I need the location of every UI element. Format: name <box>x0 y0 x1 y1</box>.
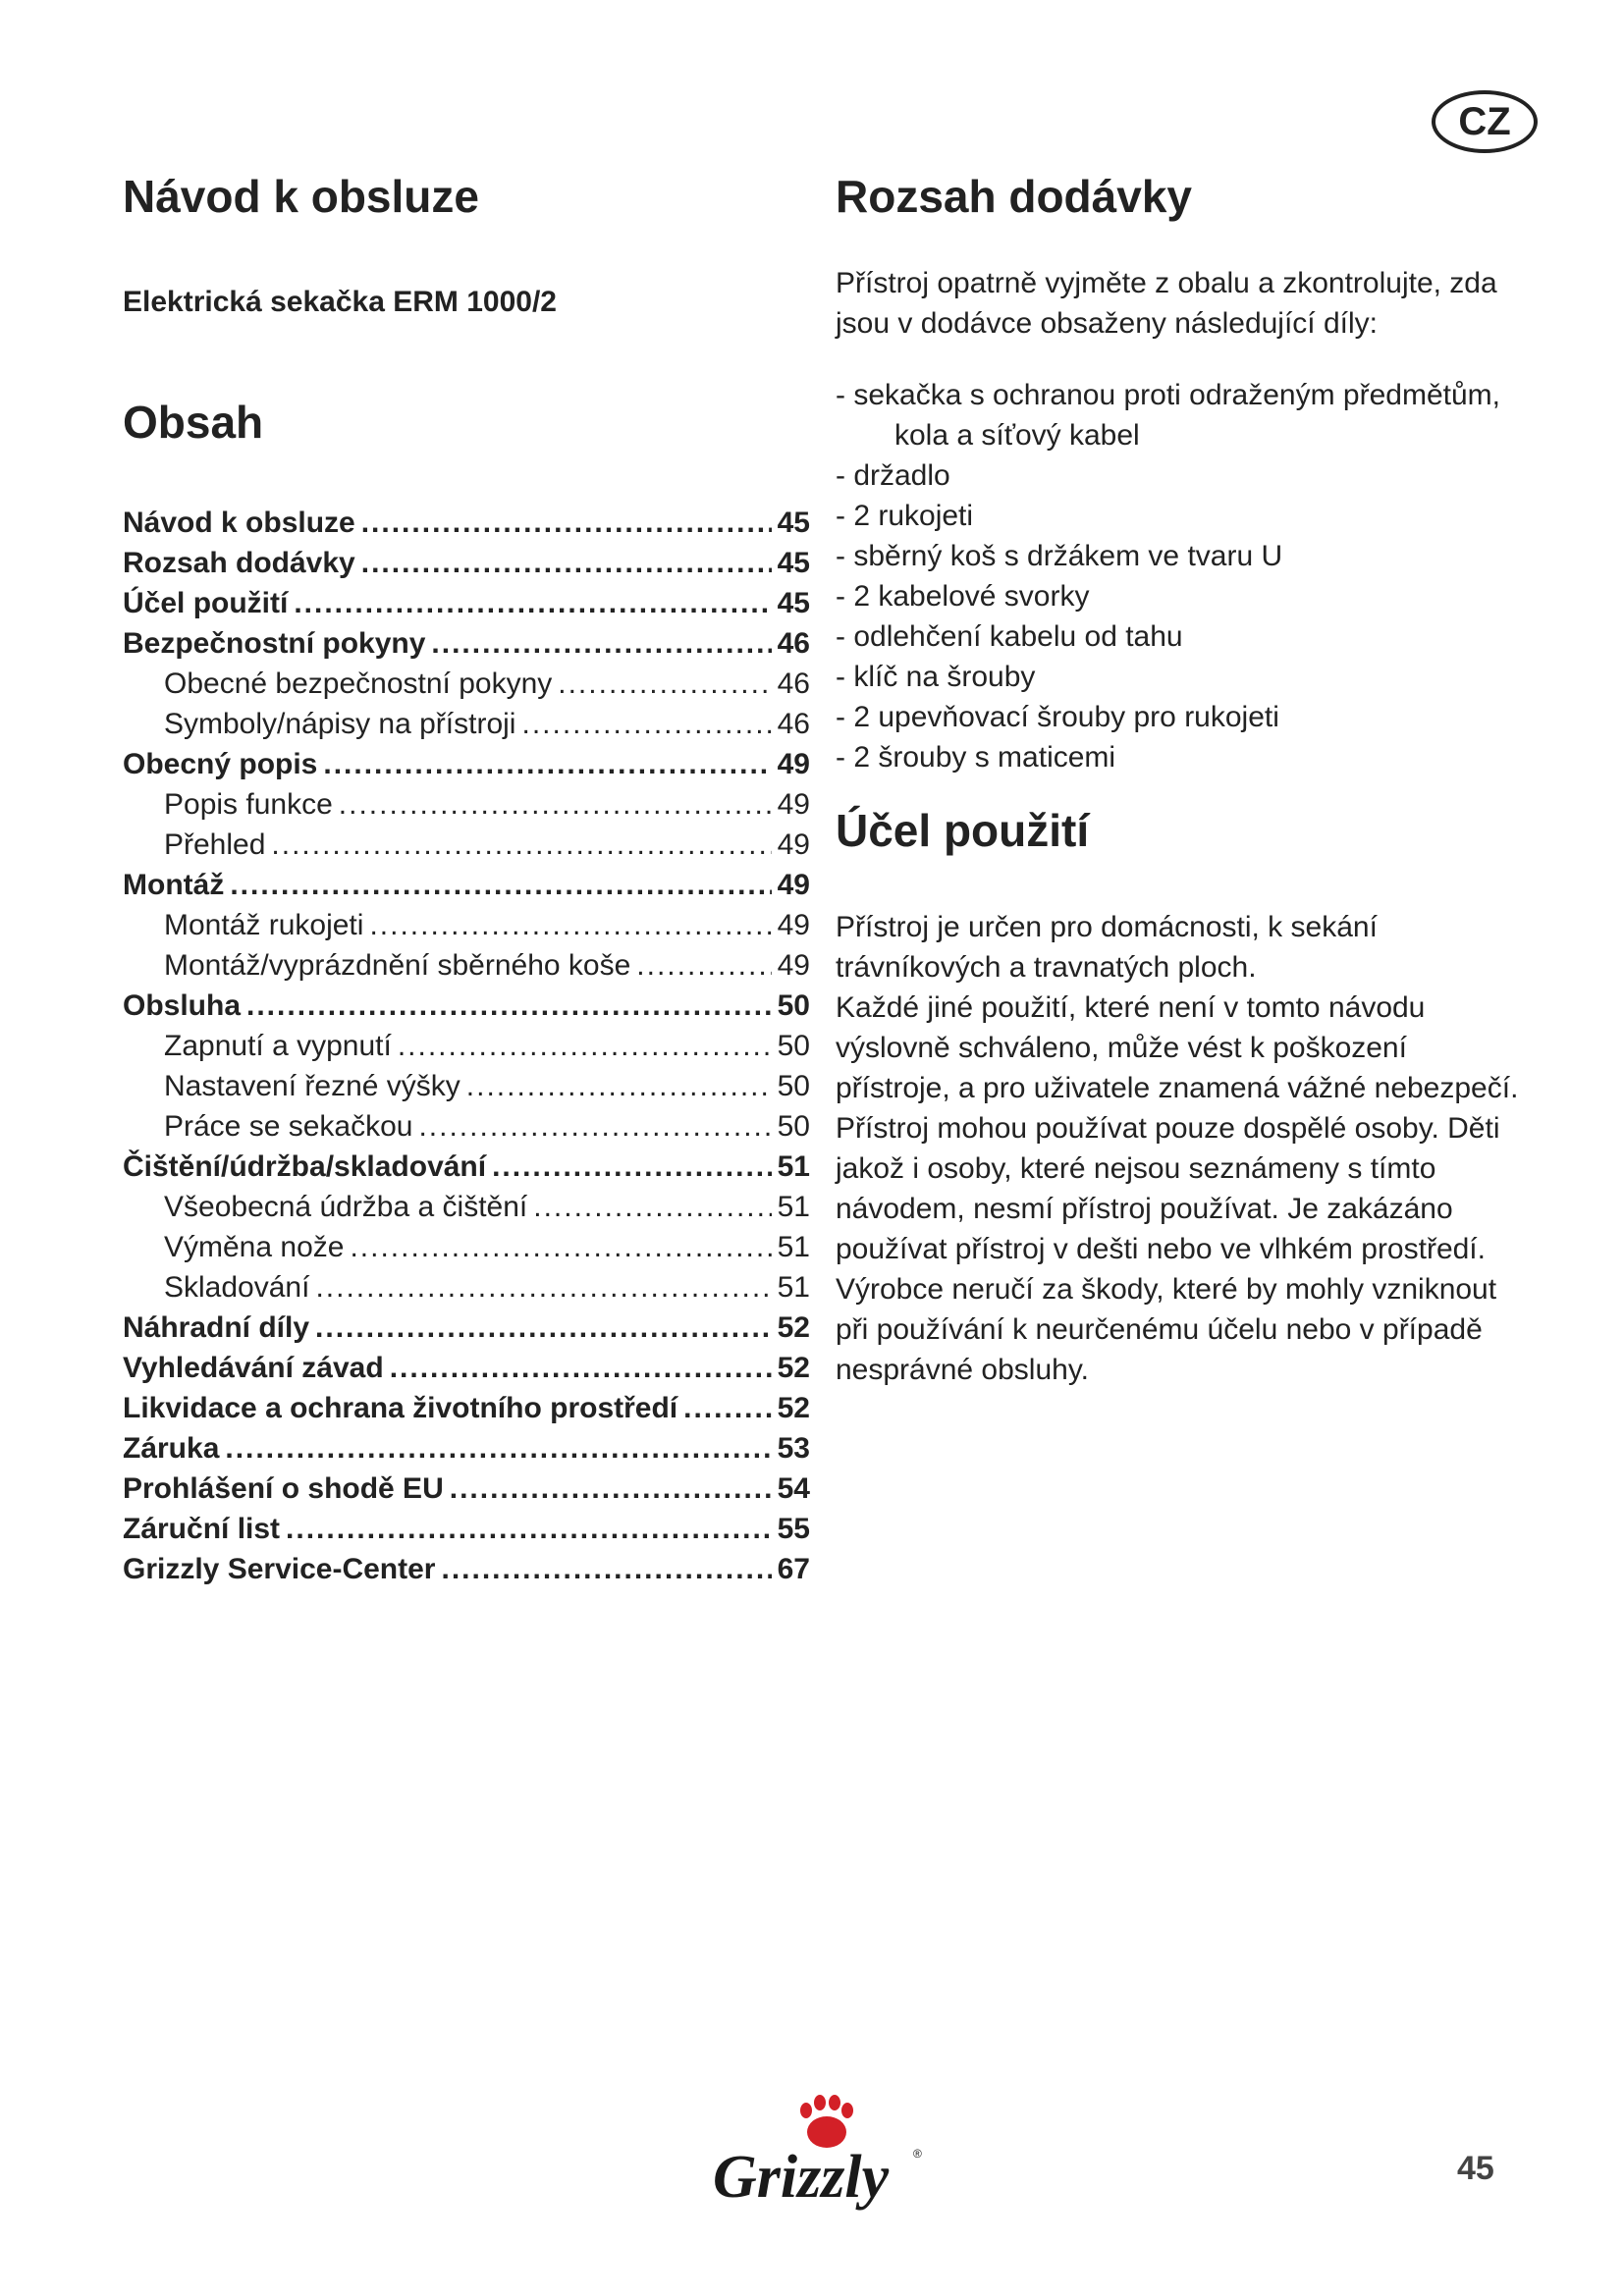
toc-leader-dots <box>323 744 771 784</box>
toc-leader-dots <box>246 986 772 1026</box>
toc-entry <box>123 986 810 1026</box>
toc-entry-title: Symboly/nápisy na přístroji <box>164 708 516 740</box>
paw-icon <box>800 2095 853 2148</box>
toc-leader-dots <box>286 1509 772 1549</box>
toc-entry-page: 50 <box>777 1070 810 1102</box>
toc-entry-title: Grizzly Service-Center <box>123 1553 436 1585</box>
delivery-item: - 2 upevňovací šrouby pro rukojeti <box>836 701 1279 733</box>
toc-entry-title: Bezpečnostní pokyny <box>123 627 426 660</box>
toc-entry <box>123 1348 810 1388</box>
toc-entry-title: Výměna nože <box>164 1231 345 1263</box>
toc-leader-dots <box>361 503 772 543</box>
page-title: Návod k obsluze <box>123 171 479 222</box>
grizzly-logo <box>705 2081 931 2218</box>
toc-leader-dots <box>361 543 772 583</box>
delivery-item: - držadlo <box>836 459 950 492</box>
toc-leader-dots <box>431 623 771 664</box>
toc-entry <box>123 744 810 784</box>
toc-entry-page: 50 <box>777 1030 810 1062</box>
toc-entry-page: 51 <box>777 1191 810 1223</box>
toc-entry-title: Montáž/vyprázdnění sběrného koše <box>164 949 631 982</box>
toc-leader-dots <box>636 945 771 986</box>
toc-entry-page: 49 <box>777 949 810 982</box>
toc-entry-title: Zapnutí a vypnutí <box>164 1030 392 1062</box>
toc-entry-title: Čištění/údržba/skladování <box>123 1150 487 1183</box>
toc-leader-dots <box>350 1227 771 1267</box>
toc-entry-title: Prohlášení o shodě EU <box>123 1472 444 1505</box>
toc-entry-page: 49 <box>777 909 810 941</box>
right-column <box>836 167 1523 1390</box>
toc-entry-page: 46 <box>777 667 810 700</box>
toc-entry-page: 45 <box>777 507 810 539</box>
toc-entry-title: Všeobecná údržba a čištění <box>164 1191 528 1223</box>
delivery-intro: Přístroj opatrně vyjměte z obalu a zkontrolujte, zda jsou v dodávce obsaženy následující díly: <box>836 267 1497 340</box>
toc-leader-dots <box>533 1187 771 1227</box>
toc-entry <box>123 784 810 825</box>
toc-leader-dots <box>294 583 771 623</box>
toc-entry <box>123 1549 810 1589</box>
toc-entry-page: 52 <box>777 1392 810 1424</box>
toc-leader-dots <box>450 1468 772 1509</box>
toc-entry <box>123 1187 810 1227</box>
toc-entry-page: 46 <box>777 708 810 740</box>
toc-leader-dots <box>558 664 771 704</box>
toc-entry <box>123 1509 810 1549</box>
toc-entry <box>123 1468 810 1509</box>
logo-wordmark: Grizzly <box>713 2144 890 2211</box>
toc-leader-dots <box>390 1348 772 1388</box>
toc-leader-dots <box>398 1026 772 1066</box>
toc-entry-page: 50 <box>777 989 810 1022</box>
delivery-item: - sekačka s ochranou proti odraženým předmětům, kola a síťový kabel <box>836 379 1500 452</box>
toc-leader-dots <box>271 825 771 865</box>
toc-entry-page: 52 <box>777 1311 810 1344</box>
toc-entry-title: Přehled <box>164 828 266 861</box>
toc-leader-dots <box>315 1267 771 1308</box>
toc-entry <box>123 945 810 986</box>
toc-entry-page: 45 <box>777 547 810 579</box>
toc-leader-dots <box>492 1147 772 1187</box>
toc-entry <box>123 1147 810 1187</box>
toc-entry-page: 52 <box>777 1352 810 1384</box>
toc-entry-page: 46 <box>777 627 810 660</box>
left-column <box>123 167 810 1589</box>
toc-leader-dots <box>466 1066 772 1106</box>
toc-entry-title: Účel použití <box>123 587 289 619</box>
intended-use-paragraph: Každé jiné použití, které není v tomto návodu výslovně schváleno, může vést k poškození přístroje, a pro uživatele znamená vážné nebezpečí. <box>836 991 1519 1104</box>
delivery-item: - 2 rukojeti <box>836 500 974 532</box>
intended-use-heading: Účel použití <box>836 805 1090 856</box>
toc-entry-title: Záruční list <box>123 1513 281 1545</box>
toc-entry <box>123 1227 810 1267</box>
toc-entry-title: Nastavení řezné výšky <box>164 1070 460 1102</box>
toc-leader-dots <box>230 865 771 905</box>
toc-entry-title: Rozsah dodávky <box>123 547 355 579</box>
toc-entry <box>123 543 810 583</box>
toc-entry-page: 49 <box>777 748 810 780</box>
intended-use-paragraph: Přístroj mohou používat pouze dospělé osoby. Děti jakož i osoby, které nejsou seznámeny s tímto návodem, nesmí přístroj používat. Je zakázáno používat přístroj v dešti nebo ve vlhkém prostředí. <box>836 1112 1500 1265</box>
toc-entry <box>123 704 810 744</box>
toc-leader-dots <box>315 1308 772 1348</box>
toc-entry-title: Skladování <box>164 1271 310 1304</box>
toc-entry <box>123 825 810 865</box>
toc-entry-page: 50 <box>777 1110 810 1143</box>
toc-entry <box>123 1267 810 1308</box>
toc-entry-page: 49 <box>777 828 810 861</box>
toc-entry-page: 49 <box>777 869 810 901</box>
toc-entry <box>123 1388 810 1428</box>
table-of-contents <box>123 503 810 1589</box>
toc-entry-title: Popis funkce <box>164 788 333 821</box>
toc-entry <box>123 583 810 623</box>
delivery-item: - 2 kabelové svorky <box>836 580 1090 613</box>
toc-entry-page: 53 <box>777 1432 810 1465</box>
toc-leader-dots <box>521 704 771 744</box>
toc-entry <box>123 865 810 905</box>
toc-entry-page: 51 <box>777 1231 810 1263</box>
toc-entry-title: Práce se sekačkou <box>164 1110 413 1143</box>
toc-leader-dots <box>683 1388 771 1428</box>
toc-heading: Obsah <box>123 397 264 448</box>
toc-leader-dots <box>418 1106 771 1147</box>
toc-entry-page: 55 <box>777 1513 810 1545</box>
toc-entry-page: 67 <box>777 1553 810 1585</box>
delivery-item: - 2 šrouby s maticemi <box>836 741 1116 774</box>
toc-entry <box>123 1428 810 1468</box>
toc-entry-page: 45 <box>777 587 810 619</box>
intended-use-paragraph: Výrobce neručí za škody, které by mohly vzniknout při používání k neurčenému účelu nebo v případě nesprávné obsluhy. <box>836 1273 1497 1386</box>
toc-leader-dots <box>225 1428 771 1468</box>
delivery-item: - odlehčení kabelu od tahu <box>836 620 1183 653</box>
toc-entry <box>123 905 810 945</box>
delivery-list <box>836 375 1523 777</box>
toc-entry-title: Likvidace a ochrana životního prostředí <box>123 1392 678 1424</box>
toc-entry-title: Montáž rukojeti <box>164 909 364 941</box>
toc-entry-title: Náhradní díly <box>123 1311 310 1344</box>
toc-entry-title: Montáž <box>123 869 225 901</box>
toc-entry <box>123 1066 810 1106</box>
toc-entry <box>123 664 810 704</box>
toc-entry <box>123 1106 810 1147</box>
svg-text:®: ® <box>913 2147 922 2161</box>
toc-entry <box>123 623 810 664</box>
toc-entry-title: Obsluha <box>123 989 242 1022</box>
delivery-item: - sběrný koš s držákem ve tvaru U <box>836 540 1283 572</box>
toc-entry <box>123 1308 810 1348</box>
product-subtitle: Elektrická sekačka ERM 1000/2 <box>123 286 557 318</box>
intended-use-paragraph: Přístroj je určen pro domácnosti, k sekání trávníkových a travnatých ploch. <box>836 911 1378 984</box>
toc-entry-page: 51 <box>777 1150 810 1183</box>
toc-entry-page: 54 <box>777 1472 810 1505</box>
toc-entry <box>123 503 810 543</box>
toc-entry-title: Obecný popis <box>123 748 318 780</box>
toc-entry-title: Obecné bezpečnostní pokyny <box>164 667 553 700</box>
toc-entry-page: 49 <box>777 788 810 821</box>
toc-entry-title: Návod k obsluze <box>123 507 355 539</box>
delivery-scope-heading: Rozsah dodávky <box>836 171 1192 222</box>
toc-entry-page: 51 <box>777 1271 810 1304</box>
page-number: 45 <box>1457 2150 1494 2187</box>
intended-use-text <box>836 907 1523 1390</box>
toc-entry <box>123 1026 810 1066</box>
toc-leader-dots <box>339 784 772 825</box>
language-badge: CZ <box>1432 90 1538 153</box>
toc-entry-title: Vyhledávání závad <box>123 1352 384 1384</box>
toc-entry-title: Záruka <box>123 1432 220 1465</box>
delivery-item: - klíč na šrouby <box>836 661 1036 693</box>
toc-leader-dots <box>369 905 771 945</box>
toc-leader-dots <box>441 1549 771 1589</box>
